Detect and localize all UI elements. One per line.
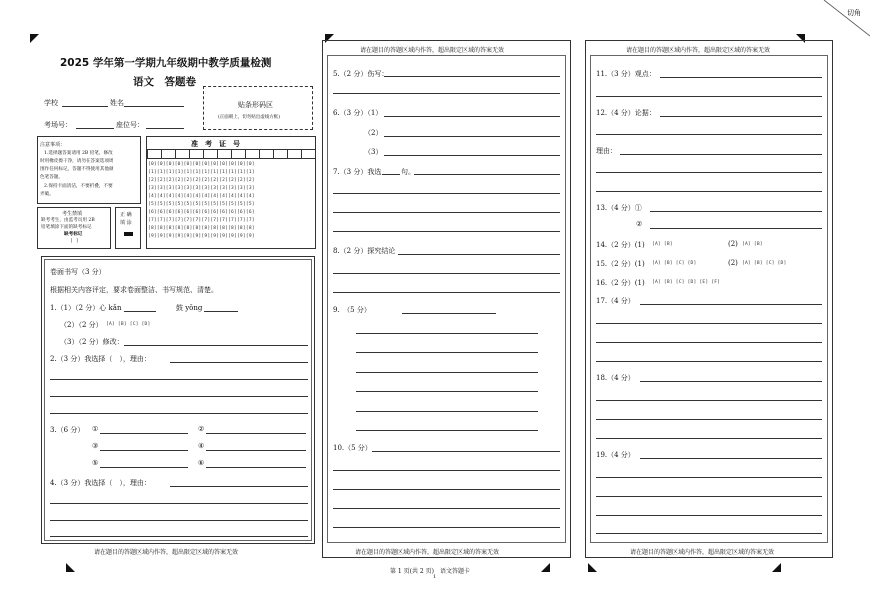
q1-3-label: （3）（2 分）修改：: [60, 338, 124, 346]
notes-line: 弄破。: [40, 192, 54, 197]
q5-label: 5.（2 分）伤写：: [333, 70, 389, 78]
q3-answer-1[interactable]: [100, 433, 188, 434]
q18-line[interactable]: [596, 438, 822, 439]
q9-line[interactable]: [356, 333, 538, 334]
exam-number-title: 准 考 证 号: [191, 139, 240, 148]
absent-mark-label: 缺考标记: [64, 232, 83, 237]
q3-sub-label: ③: [92, 442, 99, 450]
exam-number-row[interactable]: [8][8][8][8][8][8][8][8][8][8][8][8]: [148, 226, 255, 231]
sample-filled-mark: [124, 232, 133, 236]
q10-line[interactable]: [333, 489, 560, 490]
q12-line[interactable]: [660, 116, 822, 117]
q17-line[interactable]: [596, 342, 822, 343]
q9-line[interactable]: [402, 313, 496, 314]
q16-label: 16.（2 分）(1): [596, 279, 645, 287]
q2-line[interactable]: [50, 413, 308, 414]
q19-line[interactable]: [596, 533, 822, 534]
exam-number-row[interactable]: [9][9][9][9][9][9][9][9][9][9][9][9]: [148, 234, 255, 239]
notes-box: [37, 136, 141, 204]
school-label: 学校: [44, 99, 58, 107]
q12-reason-label: 理由：: [596, 147, 617, 155]
barcode-title: 贴条形码区: [238, 101, 273, 109]
q11-line[interactable]: [660, 77, 822, 78]
exam-number-write-row[interactable]: [147, 149, 315, 159]
q19-label: 19.（4 分）: [596, 451, 635, 459]
q9-line[interactable]: [356, 411, 538, 412]
q18-line[interactable]: [640, 381, 822, 382]
corner-cut-line: [820, 0, 870, 40]
seat-field[interactable]: [146, 128, 184, 129]
q18-label: 18.（4 分）: [596, 374, 635, 382]
q1-2-label: （2）（2 分）: [60, 321, 103, 329]
exam-number-grid: [146, 136, 316, 249]
q3-sub-label: ⑤: [92, 459, 99, 467]
absent-title: 考生禁填: [62, 211, 83, 217]
q3-answer-2[interactable]: [206, 433, 306, 434]
barcode-note: (正面朝上，切勿贴出虚线方框): [218, 115, 281, 120]
q1-1-answer-a[interactable]: [124, 311, 156, 312]
q8-line[interactable]: [333, 292, 560, 293]
q5-line[interactable]: [333, 93, 560, 94]
page-footer: 第 1 页(共 2 页) 语文答题卡: [390, 568, 470, 575]
corner-mark-bottom-left: [66, 563, 75, 572]
q3-answer-6[interactable]: [206, 467, 306, 468]
q13-label: 13.（4 分）①: [596, 204, 642, 212]
q8-line[interactable]: [333, 273, 560, 274]
q3-label: 3.（6 分）: [50, 426, 85, 434]
q15-label-2: (2): [728, 259, 738, 267]
absent-line: 铅笔填涂下面的缺考标记: [41, 225, 92, 230]
exam-room-label: 考场号：: [44, 121, 72, 129]
q5-line[interactable]: [384, 76, 560, 77]
q4-line[interactable]: [50, 536, 308, 537]
q7-label-b: 句。: [401, 168, 415, 176]
q9-line[interactable]: [356, 430, 538, 431]
exam-room-field[interactable]: [76, 128, 114, 129]
exam-number-row[interactable]: [1][1][1][1][1][1][1][1][1][1][1][1]: [148, 170, 255, 175]
q7-line[interactable]: [414, 174, 560, 175]
q12-line[interactable]: [596, 172, 822, 173]
p2-header-note: 请在题目的答题区域内作答，超出限定区域的答案无效: [360, 47, 505, 54]
panel-1-inner: [44, 259, 312, 541]
q9-line[interactable]: [356, 352, 538, 353]
p1-footer-note: 请在题目的答题区域内作答，超出限定区域的答案无效: [94, 549, 239, 556]
q9-line[interactable]: [356, 391, 538, 392]
q2-line[interactable]: [170, 362, 308, 363]
corner-label: 切角: [847, 9, 861, 17]
q2-line[interactable]: [50, 379, 308, 380]
q4-line[interactable]: [50, 520, 308, 521]
notes-line: 时用橡皮擦干净，请勿在答案选项周: [40, 159, 114, 164]
p3-footer-note: 请在题目的答题区域内作答，超出限定区域的答案无效: [630, 549, 775, 556]
q19-line[interactable]: [640, 458, 822, 459]
q2-line[interactable]: [50, 396, 308, 397]
absent-line: 缺考考生，由监考员用 2B: [41, 218, 95, 223]
q10-label: 10.（5 分）: [333, 444, 372, 452]
q8-line[interactable]: [398, 254, 560, 255]
exam-number-row[interactable]: [0][0][0][0][0][0][0][0][0][0][0][0]: [148, 162, 255, 167]
q17-line[interactable]: [596, 361, 822, 362]
q17-line[interactable]: [640, 304, 822, 305]
q7-blank[interactable]: [382, 174, 400, 175]
p2-footer-note: 请在题目的答题区域内作答，超出限定区域的答案无效: [355, 549, 500, 556]
q13-label-2: ②: [636, 220, 643, 228]
q14-label-2: (2): [728, 240, 738, 248]
q3-answer-5[interactable]: [100, 467, 188, 468]
notes-line: 2.保持卡面清洁，不要折叠，不要: [44, 184, 113, 189]
p1-instruction: 根据相关内容评定，要求卷面整洁、书写规范、清楚。: [50, 286, 218, 294]
q15-label: 15.（2 分）(1): [596, 260, 645, 268]
p3-header-note: 请在题目的答题区域内作答，超出限定区域的答案无效: [626, 47, 771, 54]
exam-number-row[interactable]: [4][4][4][4][4][4][4][4][4][4][4][4]: [148, 194, 255, 199]
q3-sub-label: ①: [92, 425, 99, 433]
q19-line[interactable]: [596, 477, 822, 478]
q9-label: 9. （5 分）: [333, 306, 371, 314]
q6-label-3: （3）: [364, 148, 383, 156]
q16-options[interactable]: [A] [B] [C] [D] [E] [F]: [652, 280, 721, 285]
q3-sub-label: ②: [198, 425, 205, 433]
notes-line: 1.选择题答案请用 2B 铅笔，修改: [44, 151, 113, 156]
seat-label: 座位号：: [116, 121, 144, 129]
q19-line[interactable]: [596, 496, 822, 497]
q9-line[interactable]: [356, 372, 538, 373]
q6-label: 6.（3 分）（1）: [333, 109, 383, 117]
q14-label: 14.（2 分）(1): [596, 241, 645, 249]
exam-number-row[interactable]: [2][2][2][2][2][2][2][2][2][2][2][2]: [148, 178, 255, 183]
q11-line[interactable]: [596, 96, 822, 97]
q12-line[interactable]: [596, 134, 822, 135]
q3-answer-4[interactable]: [206, 450, 306, 451]
sample-line: 填 涂: [120, 220, 132, 226]
q10-line[interactable]: [333, 470, 560, 471]
q10-line[interactable]: [333, 508, 560, 509]
q6-line-1[interactable]: [384, 116, 560, 117]
q17-line[interactable]: [596, 323, 822, 324]
q1-1-label-b: 鼓 yǒng: [176, 304, 203, 312]
q6-line-3[interactable]: [384, 155, 560, 156]
name-field[interactable]: [124, 106, 184, 107]
q4-line[interactable]: [170, 486, 308, 487]
school-field[interactable]: [62, 106, 108, 107]
q1-2-options[interactable]: [A] [B] [C] [D]: [106, 322, 151, 327]
q1-1-answer-b[interactable]: [204, 311, 238, 312]
q19-line[interactable]: [596, 515, 822, 516]
exam-number-row[interactable]: [5][5][5][5][5][5][5][5][5][5][5][5]: [148, 202, 255, 207]
q12-label: 12.（4 分）论据：: [596, 109, 656, 117]
sample-line: 正 确: [120, 212, 132, 218]
q1-3-answer[interactable]: [124, 345, 308, 346]
q7-line[interactable]: [333, 231, 560, 232]
q11-label: 11.（3 分）观点：: [596, 70, 656, 78]
exam-number-row[interactable]: [6][6][6][6][6][6][6][6][6][6][6][6]: [148, 210, 255, 215]
page-number: 1: [433, 574, 437, 580]
q18-line[interactable]: [596, 400, 822, 401]
q8-label: 8.（2 分）探究结论: [333, 247, 396, 255]
exam-number-row[interactable]: [7][7][7][7][7][7][7][7][7][7][7][7]: [148, 218, 255, 223]
q15-options-2[interactable]: [A] [B] [C] [D]: [742, 261, 787, 266]
q10-line[interactable]: [333, 527, 560, 528]
q15-options-1[interactable]: [A] [B] [C] [D]: [652, 261, 697, 266]
exam-title: 2025 学年第一学期九年级期中教学质量检测: [60, 57, 272, 69]
q14-options-1[interactable]: [A] [B]: [652, 242, 673, 247]
p1-heading: 卷面书写（3 分）: [50, 268, 106, 276]
q7-line[interactable]: [333, 193, 560, 194]
q4-label: 4.（3 分）我选择（ ），理由：: [50, 479, 151, 487]
q6-line-2[interactable]: [384, 136, 560, 137]
q7-line[interactable]: [333, 212, 560, 213]
notes-title: 注意事项：: [40, 142, 66, 148]
q2-label: 2.（3 分）我选择（ ），理由：: [50, 355, 151, 363]
absent-box: [37, 207, 111, 249]
q3-sub-label: ⑥: [198, 459, 205, 467]
q1-1-label: 1.（1）（2 分）心 kǎn: [50, 304, 122, 312]
q12-line[interactable]: [620, 154, 822, 155]
corner-mark-bottom-mid2: [588, 563, 597, 572]
q3-sub-label: ④: [198, 442, 205, 450]
corner-mark-bottom-right: [772, 563, 781, 572]
barcode-area: [203, 86, 313, 130]
q7-label: 7.（3 分）我选: [333, 168, 382, 176]
exam-subtitle: 语文 答题卷: [133, 76, 196, 88]
sample-box: [115, 207, 141, 249]
q3-answer-3[interactable]: [100, 450, 188, 451]
q4-line[interactable]: [50, 503, 308, 504]
corner-mark-top-left: [30, 34, 39, 43]
q13-line-2[interactable]: [650, 228, 822, 229]
q6-label-2: （2）: [364, 129, 383, 137]
notes-line: 色笔答题。: [40, 175, 63, 180]
q13-line-1[interactable]: [650, 211, 822, 212]
q10-line[interactable]: [372, 451, 560, 452]
name-label: 姓名: [110, 99, 124, 107]
q12-line[interactable]: [596, 191, 822, 192]
q14-options-2[interactable]: [A] [B]: [742, 242, 763, 247]
exam-number-row[interactable]: [3][3][3][3][3][3][3][3][3][3][3][3]: [148, 186, 255, 191]
q18-line[interactable]: [596, 419, 822, 420]
q17-label: 17.（4 分）: [596, 297, 635, 305]
corner-mark-bottom-mid: [541, 563, 550, 572]
absent-bubble[interactable]: [ ]: [70, 239, 79, 244]
notes-line: 围作任何标记，答题不得使用其他颜: [40, 167, 114, 172]
